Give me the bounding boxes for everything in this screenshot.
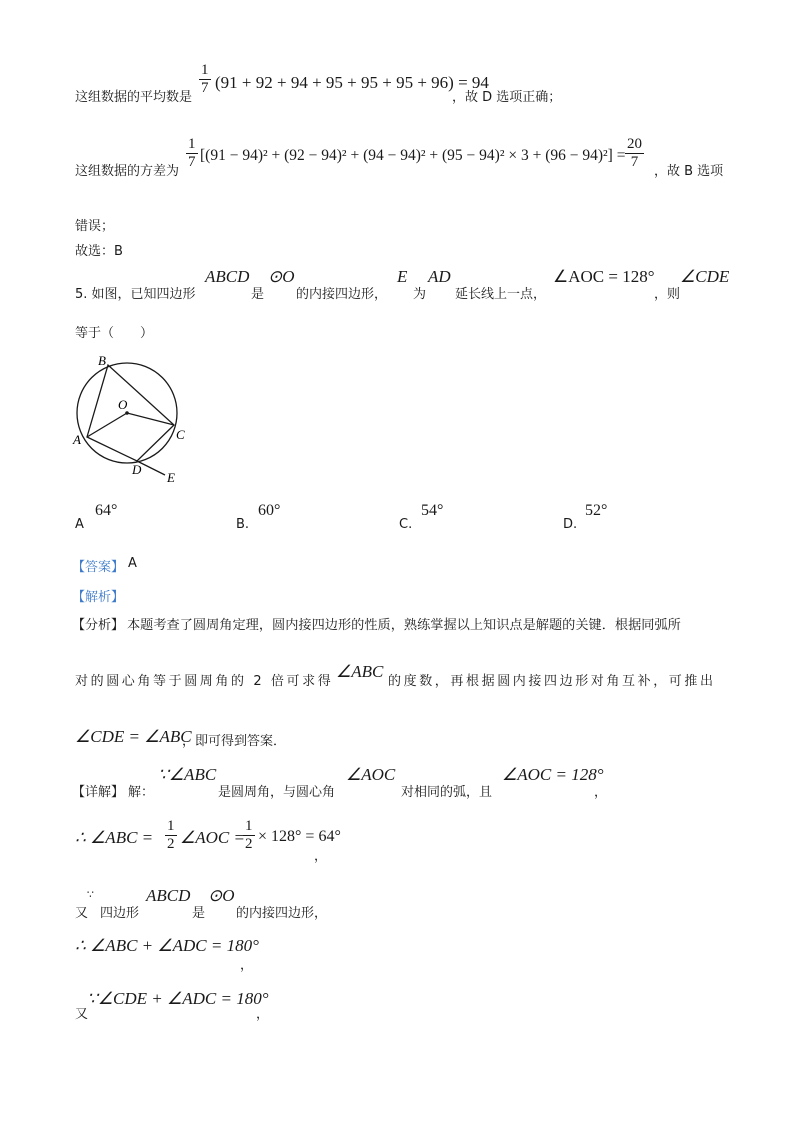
- detail-s2f: ，: [314, 849, 328, 864]
- label-a: A: [73, 432, 81, 447]
- label-d: D: [132, 462, 142, 477]
- q5-angle-aoc: ∠AOC = 128°: [553, 267, 655, 286]
- detail-half-2: [243, 818, 255, 853]
- option-b-letter: B.: [236, 517, 250, 532]
- label-c: C: [176, 427, 185, 442]
- detail-abcd: ABCD: [146, 886, 191, 905]
- detail-s1e: 对相同的弧，且: [401, 785, 493, 800]
- avg-frac-den: 7: [201, 80, 209, 96]
- option-b-value: 60°: [258, 502, 281, 519]
- half-2-den: 2: [245, 836, 253, 852]
- var-expression: [(91 − 94)² + (92 − 94)² + (94 − 94)² + (95 − 94)² × 3 + (96 − 94)²] =: [200, 147, 626, 164]
- avg-prefix: 这组数据的平均数是: [75, 90, 193, 105]
- var-suffix-2: 错误；: [75, 219, 115, 234]
- q5-point-e: E: [397, 267, 408, 286]
- detail-s1a: 解：: [128, 785, 155, 800]
- detail-because-abc: ∵∠ABC: [158, 765, 217, 784]
- var-frac-num: 1: [188, 136, 196, 152]
- q5-angle-cde: ∠CDE: [680, 267, 730, 286]
- detail-s3e: 是: [192, 906, 206, 921]
- answer-value: A: [128, 556, 137, 571]
- var-result-num: 20: [627, 136, 642, 152]
- detail-s1g: ，: [594, 785, 608, 800]
- answer-tag: 【答案】: [72, 560, 125, 575]
- option-d-value: 52°: [585, 502, 608, 519]
- detail-sum-180-b: ∵∠CDE + ∠ADC = 180°: [87, 989, 269, 1008]
- analysis-p2a: 对的圆心角等于圆周角的 2 倍可求得: [75, 674, 334, 689]
- var-frac-den: 7: [188, 154, 196, 170]
- choose-line: 故选：B: [75, 244, 123, 259]
- var-result-den: 7: [630, 154, 639, 170]
- detail-s3c: 四边形: [100, 906, 140, 921]
- label-o: O: [118, 397, 128, 412]
- avg-expression: (91 + 92 + 94 + 95 + 95 + 95 + 96) = 94: [215, 73, 489, 92]
- detail-circle-o: ⊙O: [208, 886, 235, 905]
- half-1-den: 2: [167, 836, 175, 852]
- half-2-num: 1: [245, 818, 253, 834]
- detail-s5a: 又: [75, 1007, 89, 1022]
- option-d-letter: D.: [563, 517, 578, 532]
- analysis-p2c: 的度数，再根据圆内接四边形对角互补，可推出: [388, 674, 716, 689]
- avg-frac-num: 1: [201, 62, 209, 78]
- q5-text-c: 的内接四边形，: [296, 287, 388, 302]
- detail-half-1: [165, 818, 177, 853]
- detail-s3b: ∵: [87, 888, 94, 901]
- var-prefix: 这组数据的方差为: [75, 164, 180, 179]
- detail-s1c: 是圆周角，与圆心角: [218, 785, 336, 800]
- option-c-value: 54°: [421, 502, 444, 519]
- var-result-fraction: [625, 136, 644, 171]
- analysis-p1: 本题考查了圆周角定理，圆内接四边形的性质，熟练掌握以上知识点是解题的关键．根据同弧所: [127, 618, 681, 633]
- detail-therefore-abc: ∴ ∠ABC =: [75, 828, 154, 847]
- q5-text-a: 5. 如图，已知四边形: [75, 287, 196, 302]
- detail-aoc-value: ∠AOC = 128°: [502, 765, 604, 784]
- label-b: B: [98, 353, 106, 368]
- detail-tag: 【详解】: [72, 785, 125, 800]
- analysis-eq-cde-abc: ∠CDE = ∠ABC: [75, 727, 192, 746]
- avg-fraction: [199, 62, 211, 97]
- analysis-p3b: ，即可得到答案．: [182, 734, 287, 749]
- detail-sum-180-a: ∴ ∠ABC + ∠ADC = 180°: [75, 936, 259, 955]
- detail-s4b: ，: [240, 958, 254, 973]
- analysis-tag: 【解析】: [72, 590, 125, 605]
- var-suffix: ，故 B 选项: [654, 164, 724, 179]
- q5-text-b: 是: [251, 287, 265, 302]
- geometry-figure: [60, 348, 200, 488]
- detail-aoc-eq: ∠AOC =: [180, 828, 245, 847]
- label-e: E: [167, 470, 175, 485]
- analysis-tag-inner: 【分析】: [72, 618, 125, 633]
- half-1-num: 1: [167, 818, 175, 834]
- option-a-letter: A: [75, 517, 84, 532]
- var-fraction: [186, 136, 198, 171]
- detail-angle-aoc: ∠AOC: [346, 765, 396, 784]
- q5-circle-o: ⊙O: [268, 267, 295, 286]
- detail-s5c: ，: [256, 1007, 270, 1022]
- avg-suffix: ，故 D 选项正确；: [452, 90, 562, 105]
- q5-ad: AD: [428, 267, 451, 286]
- q5-text-f: 延长线上一点，: [455, 287, 547, 302]
- q5-abcd: ABCD: [205, 267, 250, 286]
- detail-calc: × 128° = 64°: [258, 828, 341, 845]
- detail-s3a: 又: [75, 906, 89, 921]
- option-a-value: 64°: [95, 502, 118, 519]
- detail-s3g: 的内接四边形，: [236, 906, 328, 921]
- q5-text-d: 为: [413, 287, 427, 302]
- q5-text-h: 等于（ ）: [75, 326, 154, 341]
- option-c-letter: C.: [399, 517, 413, 532]
- q5-text-g: ，则: [654, 287, 681, 302]
- analysis-angle-abc: ∠ABC: [336, 662, 384, 681]
- quadrilateral-abcd: [87, 365, 174, 461]
